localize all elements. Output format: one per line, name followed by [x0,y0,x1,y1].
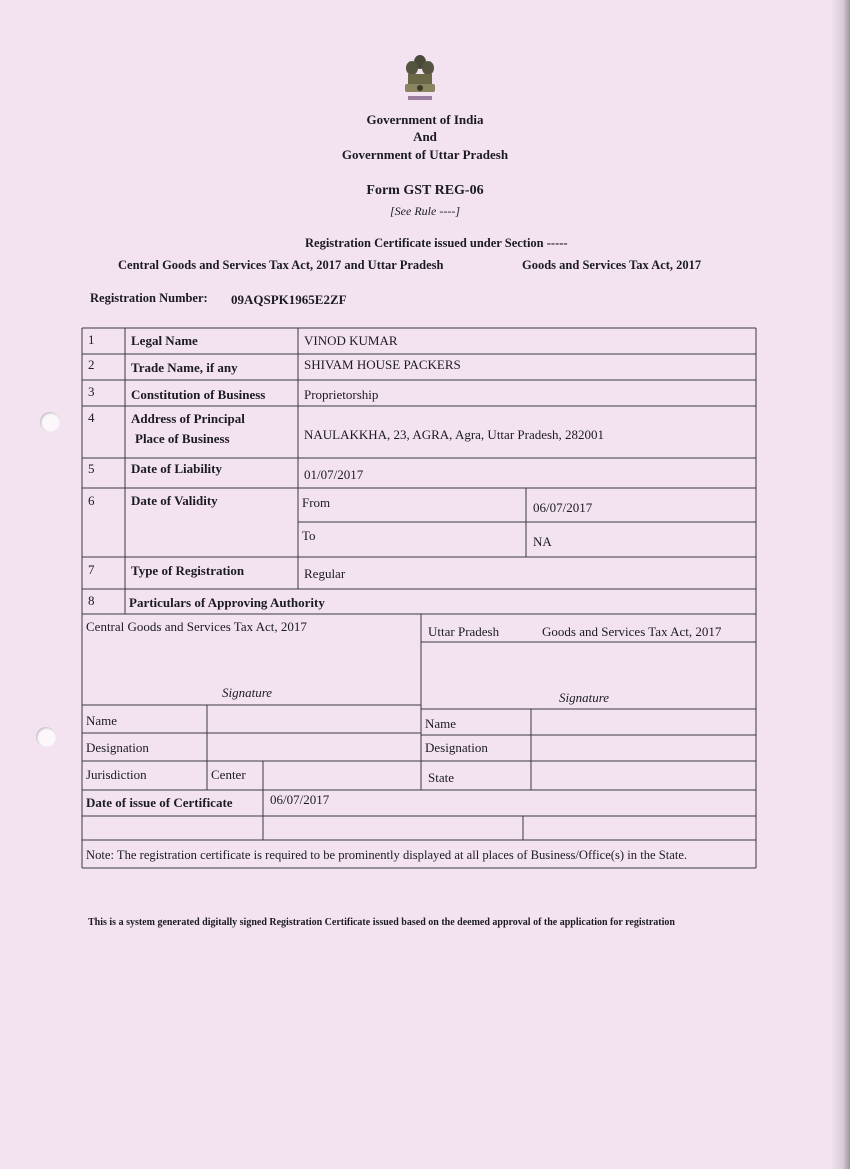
act-left: Central Goods and Services Tax Act, 2017 and Uttar Pradesh [118,258,444,272]
and-heading: And [413,129,437,144]
validity-to-label: To [302,528,316,543]
validity-from-label: From [302,495,331,510]
central-designation-label: Designation [86,740,149,755]
jurisdiction-label: Jurisdiction [86,767,147,782]
constitution-value: Proprietorship [304,387,379,402]
row-number: 5 [88,461,95,476]
row-number: 2 [88,357,95,372]
trade-name-value: SHIVAM HOUSE PACKERS [304,357,461,372]
address-label-line1: Address of Principal [131,411,245,426]
date-of-liability-label: Date of Liability [131,461,222,476]
row-number: 7 [88,562,95,577]
state-act-heading: Goods and Services Tax Act, 2017 [542,624,722,639]
address-value: NAULAKKHA, 23, AGRA, Agra, Uttar Pradesh, 282001 [304,427,605,442]
form-title: Form GST REG-06 [366,183,484,198]
date-of-liability-value: 01/07/2017 [304,467,364,482]
constitution-label: Constitution of Business [131,387,266,402]
rule-reference: [See Rule ----] [390,204,460,218]
type-of-registration-label: Type of Registration [131,563,245,578]
approving-authority-label: Particulars of Approving Authority [129,595,325,610]
state-label: State [428,770,454,785]
act-right: Goods and Services Tax Act, 2017 [522,258,702,272]
central-name-label: Name [86,713,118,728]
address-label-line2: Place of Business [135,431,230,446]
registration-number-label: Registration Number: [90,291,208,305]
row-number: 4 [88,410,95,425]
validity-from-value: 06/07/2017 [533,500,593,515]
row-number: 6 [88,493,95,508]
state-name-heading: Uttar Pradesh [428,624,500,639]
type-of-registration-value: Regular [304,566,346,581]
state-designation-label: Designation [425,740,488,755]
legal-name-value: VINOD KUMAR [304,333,398,348]
gov-state-heading: Government of Uttar Pradesh [341,147,509,162]
validity-to-value: NA [533,534,552,549]
system-generated-note: This is a system generated digitally signed Registration Certificate issued based on the deemed approval of the application for registration [88,917,675,928]
row-number: 8 [88,593,95,608]
date-of-issue-label: Date of issue of Certificate [86,795,233,810]
display-note: Note: The registration certificate is required to be prominently displayed at all places of Business/Office(s) in the State. [86,848,688,862]
registration-number-value: 09AQSPK1965E2ZF [231,292,347,307]
center-label: Center [211,767,246,782]
legal-name-label: Legal Name [131,333,198,348]
date-of-validity-label: Date of Validity [131,493,218,508]
state-signature-label: Signature [559,690,610,705]
trade-name-label: Trade Name, if any [131,360,238,375]
date-of-issue-value: 06/07/2017 [270,792,330,807]
gov-india-heading: Government of India [366,112,484,127]
row-number: 3 [88,384,95,399]
certificate-title: Registration Certificate issued under Section ----- [305,236,568,250]
state-name-label: Name [425,716,457,731]
central-signature-label: Signature [222,685,273,700]
row-number: 1 [88,332,95,347]
central-act-heading: Central Goods and Services Tax Act, 2017 [86,619,307,634]
